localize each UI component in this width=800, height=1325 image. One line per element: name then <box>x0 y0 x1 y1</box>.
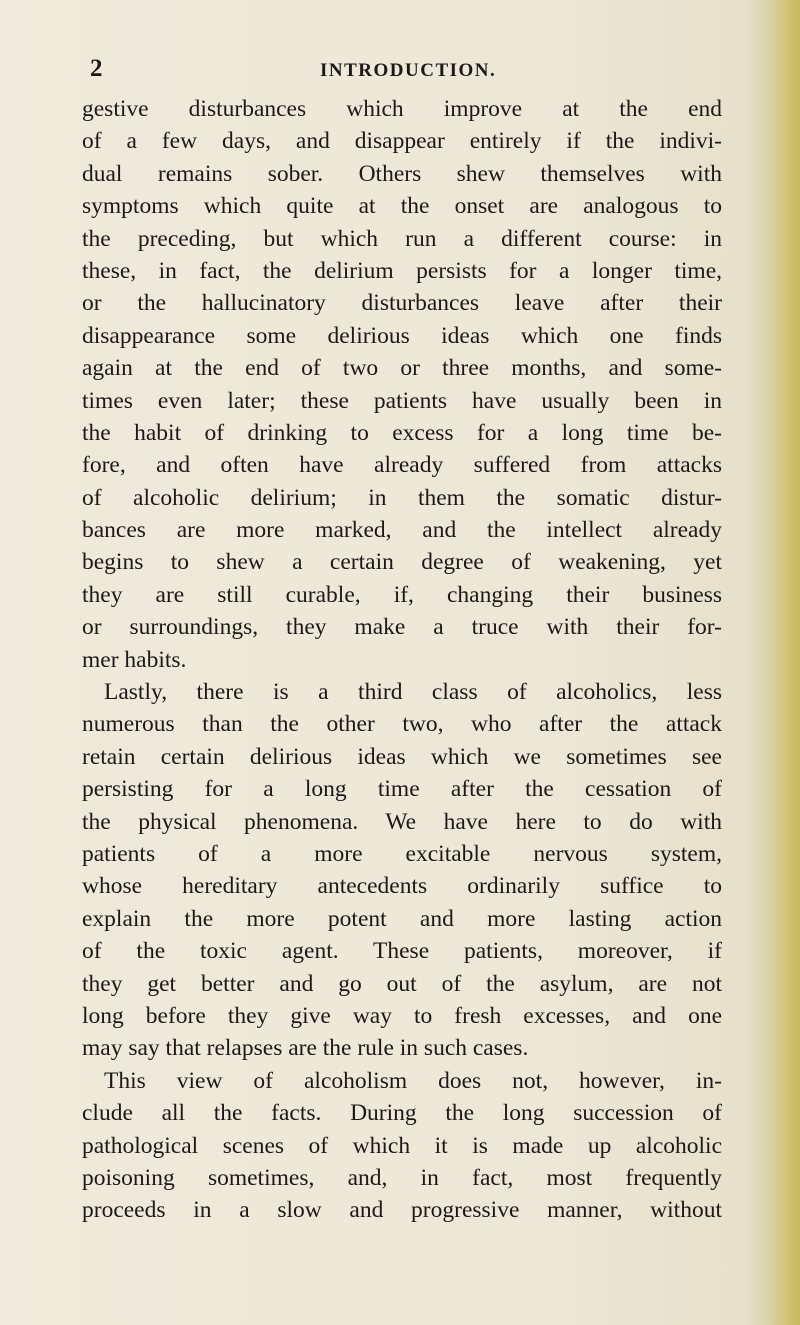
text-line: symptoms which quite at the onset are analogous to <box>82 193 722 220</box>
text-line: mer habits. <box>82 646 187 673</box>
text-line: Lastly, there is a third class of alcoholics, less <box>104 679 722 706</box>
running-head <box>82 54 722 84</box>
text-line: the habit of drinking to excess for a long time be- <box>82 419 722 446</box>
text-line: again at the end of two or three months, and some- <box>82 355 722 382</box>
text-line: of alcoholic delirium; in them the somatic distur- <box>82 484 722 511</box>
body-text <box>82 93 722 1227</box>
text-line: numerous than the other two, who after the attack <box>82 711 722 738</box>
text-line: these, in fact, the delirium persists for a longer time, <box>82 257 722 284</box>
page-edge-shading <box>766 0 800 1325</box>
text-line: times even later; these patients have usually been in <box>82 387 722 414</box>
text-line: the preceding, but which run a different course: in <box>82 225 722 252</box>
text-line: fore, and often have already suffered from attacks <box>82 452 722 479</box>
text-line: poisoning sometimes, and, in fact, most frequently <box>82 1164 722 1191</box>
text-line: of a few days, and disappear entirely if the indivi- <box>82 128 722 155</box>
text-line: may say that relapses are the rule in such cases. <box>82 1035 529 1062</box>
text-line: persisting for a long time after the cessation of <box>82 776 722 803</box>
text-line: of the toxic agent. These patients, moreover, if <box>82 938 722 965</box>
text-line: pathological scenes of which it is made up alcoholic <box>82 1132 722 1159</box>
text-line: explain the more potent and more lasting action <box>82 905 722 932</box>
text-line: clude all the facts. During the long succession of <box>82 1100 722 1127</box>
text-line: gestive disturbances which improve at the end <box>82 96 722 122</box>
text-line: begins to shew a certain degree of weakening, yet <box>82 549 722 576</box>
text-line: patients of a more excitable nervous system, <box>82 840 722 867</box>
text-line: they are still curable, if, changing their business <box>82 581 722 608</box>
text-line: proceeds in a slow and progressive manner, without <box>82 1197 722 1224</box>
running-title: INTRODUCTION. <box>320 60 497 81</box>
text-line: bances are more marked, and the intellect already <box>82 517 722 544</box>
text-line: whose hereditary antecedents ordinarily suffice to <box>82 873 722 900</box>
text-line: they get better and go out of the asylum, are not <box>82 970 722 997</box>
text-line: dual remains sober. Others shew themselves with <box>82 160 722 187</box>
text-line: disappearance some delirious ideas which one finds <box>82 322 722 349</box>
text-line: long before they give way to fresh excesses, and one <box>82 1002 722 1029</box>
text-line: the physical phenomena. We have here to do with <box>82 808 722 835</box>
text-line: retain certain delirious ideas which we sometimes see <box>82 743 722 770</box>
text-line: This view of alcoholism does not, however, in- <box>104 1067 722 1094</box>
page-number: 2 <box>90 55 103 82</box>
text-line: or surroundings, they make a truce with their for- <box>82 614 722 641</box>
text-line: or the hallucinatory disturbances leave after their <box>82 290 722 317</box>
